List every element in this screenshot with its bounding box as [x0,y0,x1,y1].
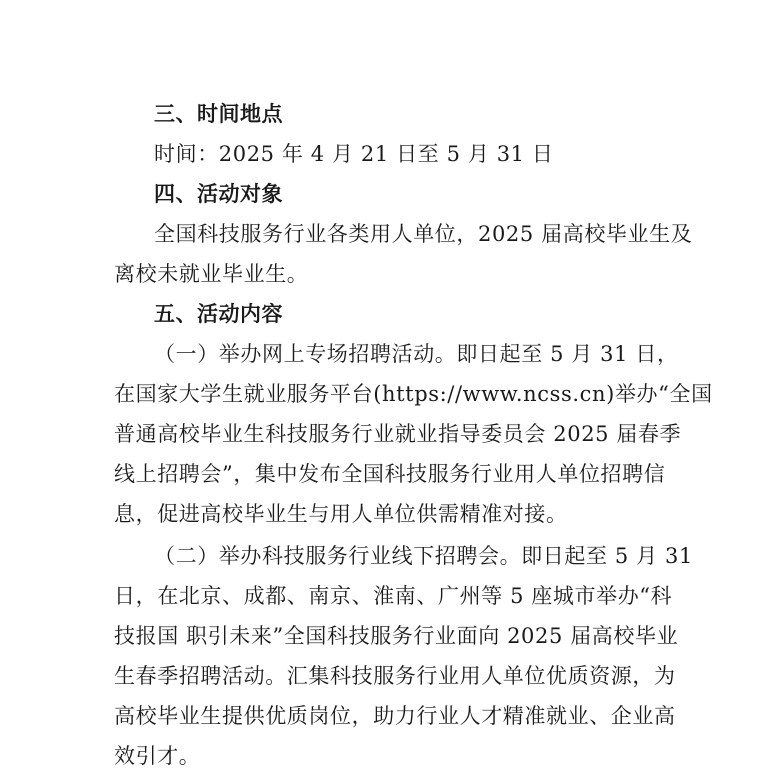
paragraph-line: 离校未就业毕业生。 [114,262,309,286]
paragraph-line: 普通高校毕业生科技服务行业就业指导委员会 2025 届春季 [114,422,682,446]
paragraph-line: 全国科技服务行业各类用人单位，2025 届高校毕业生及 [154,222,693,246]
paragraph-line: 日，在北京、成都、南京、淮南、广州等 5 座城市举办“科 [114,584,673,608]
paragraph-line: 高校毕业生提供优质岗位，助力行业人才精准就业、企业高 [114,704,676,728]
paragraph-line: 效引才。 [114,744,201,768]
paragraph-line: 在国家大学生就业服务平台(https://www.ncss.cn)举办“全国 [114,382,713,406]
paragraph-line: （二）举办科技服务行业线下招聘会。即日起至 5 月 31 [154,544,693,568]
time-line: 时间：2025 年 4 月 21 日至 5 月 31 日 [154,142,554,166]
section-heading-target-audience: 四、活动对象 [154,182,283,206]
section-heading-activity-content: 五、活动内容 [154,302,283,326]
paragraph-line: 技报国 职引未来”全国科技服务行业面向 2025 届高校毕业 [114,624,679,648]
paragraph-line: 线上招聘会”，集中发布全国科技服务行业用人单位招聘信 [114,462,666,486]
paragraph-line: （一）举办网上专场招聘活动。即日起至 5 月 31 日， [154,342,679,366]
paragraph-line: 生春季招聘活动。汇集科技服务行业用人单位优质资源，为 [114,664,676,688]
paragraph-line: 息，促进高校毕业生与用人单位供需精准对接。 [114,502,568,526]
section-heading-time-place: 三、时间地点 [154,102,283,126]
